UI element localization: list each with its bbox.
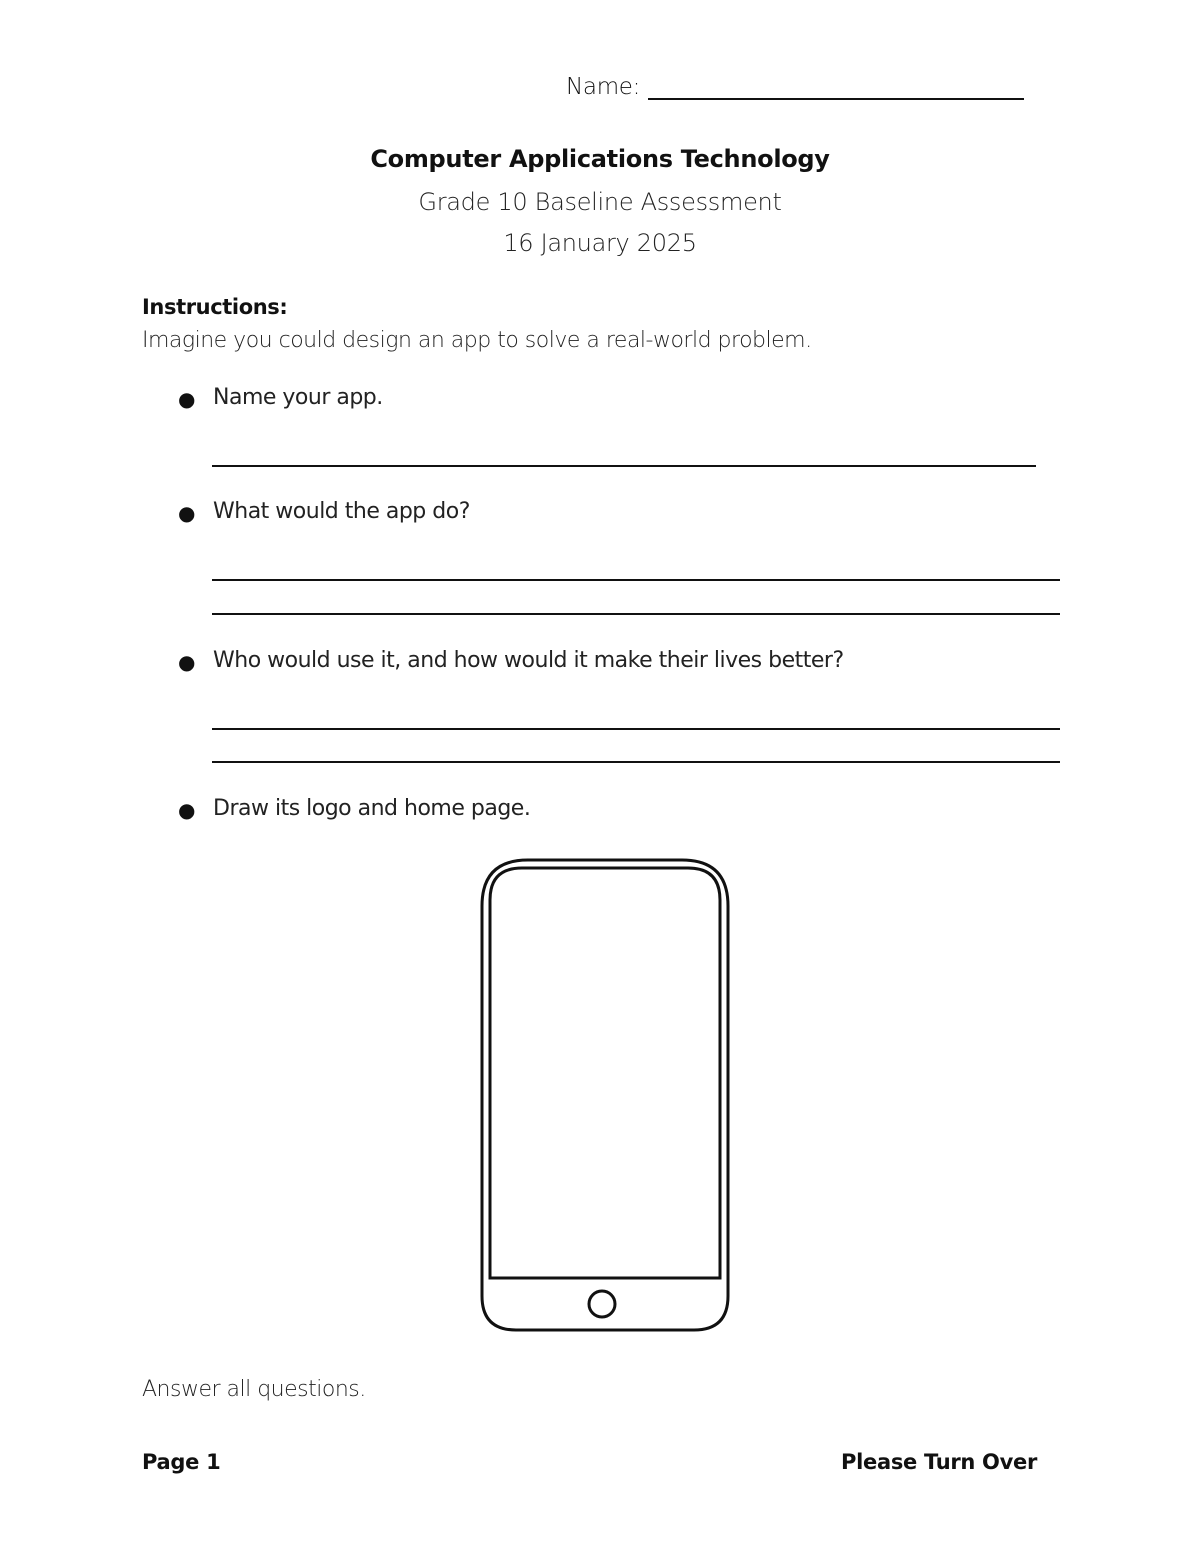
bullet-icon: ● [178, 650, 196, 674]
document-title: Computer Applications Technology [370, 145, 830, 173]
question-3-answer-line-1[interactable] [212, 728, 1060, 730]
instructions-text: Imagine you could design an app to solve a real-world problem. [142, 328, 812, 353]
page-number: Page 1 [142, 1450, 221, 1474]
closing-text: Answer all questions. [142, 1377, 366, 1402]
turn-over-note: Please Turn Over [841, 1450, 1037, 1474]
question-2-text: What would the app do? [213, 499, 470, 524]
bullet-icon: ● [178, 798, 196, 822]
instructions-heading: Instructions: [142, 295, 288, 319]
bullet-icon: ● [178, 501, 196, 525]
question-3-answer-line-2[interactable] [212, 761, 1060, 763]
name-answer-line[interactable] [648, 74, 1024, 100]
document-subtitle: Grade 10 Baseline Assessment [418, 188, 782, 216]
phone-drawing-area[interactable] [480, 858, 730, 1333]
question-3-text: Who would use it, and how would it make their lives better? [213, 648, 844, 673]
name-label: Name: [566, 74, 641, 100]
question-4-text: Draw its logo and home page. [213, 796, 531, 821]
question-2-answer-line-1[interactable] [212, 579, 1060, 581]
question-1-text: Name your app. [213, 385, 383, 410]
phone-outline-icon [480, 858, 730, 1333]
name-field-row [566, 74, 1024, 100]
document-date: 16 January 2025 [503, 229, 697, 257]
bullet-icon: ● [178, 387, 196, 411]
question-2-answer-line-2[interactable] [212, 613, 1060, 615]
question-1-answer-line[interactable] [212, 465, 1036, 467]
